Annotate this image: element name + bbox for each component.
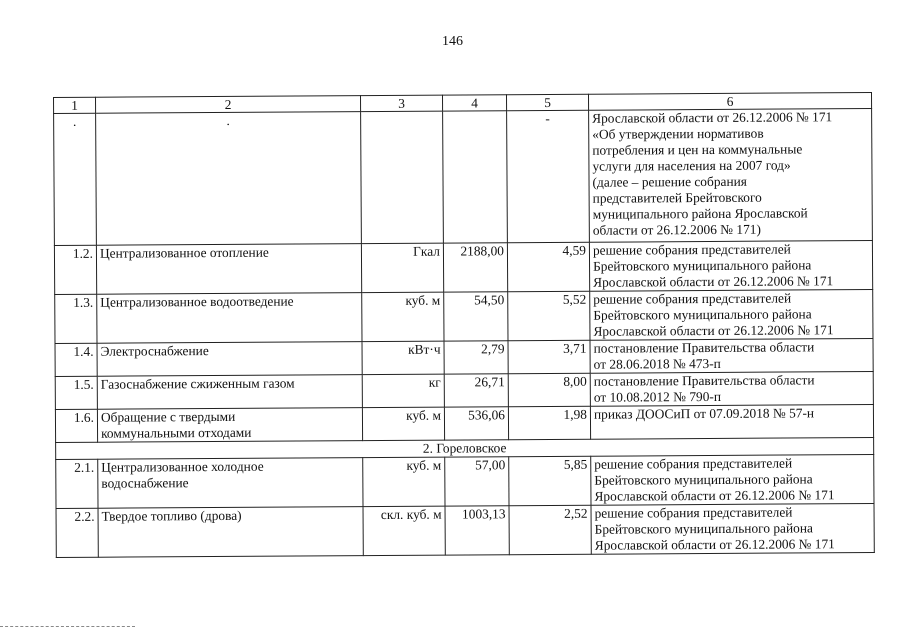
section-title: 2. Гореловское [56,437,874,459]
col-header-5: 5 [506,94,588,111]
norm-value: 57,00 [445,457,509,506]
service-name: Централизованное холодное водоснабжение [98,458,363,509]
legal-reference: приказ ДООСиП от 07.09.2018 № 57-н [590,404,873,439]
table-row [56,503,874,557]
col-header-6: 6 [588,93,871,111]
table-row [55,404,873,442]
norm-value: 54,50 [444,292,508,341]
tariff-table [53,92,875,558]
service-name: Электроснабжение [97,342,362,377]
service-name: Централизованное водоотведение [97,293,362,344]
continuation-col5: - [507,110,590,242]
unit: кВт·ч [362,341,444,375]
row-number: 2.1. [56,459,98,508]
table-row [54,240,872,294]
row-number: 1.6. [55,409,97,442]
price-value: 5,85 [509,456,591,506]
unit: кг [362,374,444,408]
norm-value: 1003,13 [445,506,509,555]
price-value: 1,98 [508,406,590,440]
continuation-line: области от 26.12.2006 № 171) [592,221,761,238]
legal-reference: решение собрания представителей Брейтовского муниципального района Ярославской области от 26.12.2006 № 171 [591,503,874,554]
col-header-3: 3 [360,95,442,112]
scan-artifact-line [0,626,135,627]
unit: куб. м [362,292,444,342]
norm-value: 26,71 [444,374,508,407]
table-row [55,338,873,376]
legal-reference: решение собрания представителей Брейтовского муниципального района Ярославской области от 26.12.2006 № 171 [590,289,873,340]
table-row [55,289,873,343]
col-header-1: 1 [54,97,96,113]
continuation-line: (далее – решение собрания [592,173,747,190]
continuation-reference [589,108,873,242]
continuation-row [54,108,873,245]
row-number: 1.4. [55,343,97,376]
legal-reference: постановление Правительства области от 10.08.2012 № 790-п [590,371,873,406]
price-value: 4,59 [507,242,589,291]
unit: Гкал [361,243,443,293]
unit: скл. куб. м [363,506,445,556]
row-number: 2.2. [56,508,98,557]
price-value: 2,52 [509,505,591,554]
continuation-line: «Об утверждении нормативов [592,125,764,142]
table-row [56,454,874,508]
continuation-line: представителей Брейтовского [592,189,762,206]
col-header-4: 4 [442,95,506,111]
page-number: 146 [442,34,463,49]
unit: куб. м [362,407,444,441]
continuation-line: услуги для населения на 2007 год» [592,157,791,174]
continuation-line: потребления и цен на коммунальные [592,141,803,158]
service-name: Газоснабжение сжиженным газом [97,375,362,410]
continuation-col4 [443,111,508,243]
legal-reference: решение собрания представителей Брейтовского муниципального района Ярославской области от 26.12.2006 № 171 [589,240,872,291]
price-value: 3,71 [508,340,590,374]
price-value: 5,52 [508,291,590,341]
col-header-2: 2 [96,96,361,114]
row-number: 1.5. [55,376,97,409]
legal-reference: решение собрания представителей Брейтовского муниципального района Ярославской области от 26.12.2006 № 171 [591,454,874,505]
continuation-col1: . [54,113,97,245]
norm-value: 2188,00 [443,243,507,292]
unit: куб. м [363,457,445,507]
service-name: Обращение с твердыми коммунальными отходами [97,408,362,443]
service-name: Твердое топливо (дрова) [98,507,363,558]
row-number: 1.2. [54,245,96,294]
legal-reference: постановление Правительства области от 28.06.2018 № 473-п [590,338,873,373]
price-value: 8,00 [508,373,590,407]
continuation-col3 [361,111,444,243]
continuation-line: муниципального района Ярославской [592,205,808,222]
table-row [55,371,873,409]
service-name: Централизованное отопление [96,244,361,295]
norm-value: 536,06 [444,407,508,440]
continuation-line: Ярославской области от 26.12.2006 № 171 [592,109,833,126]
continuation-col2: . [96,112,362,246]
norm-value: 2,79 [444,341,508,374]
row-number: 1.3. [55,294,97,343]
